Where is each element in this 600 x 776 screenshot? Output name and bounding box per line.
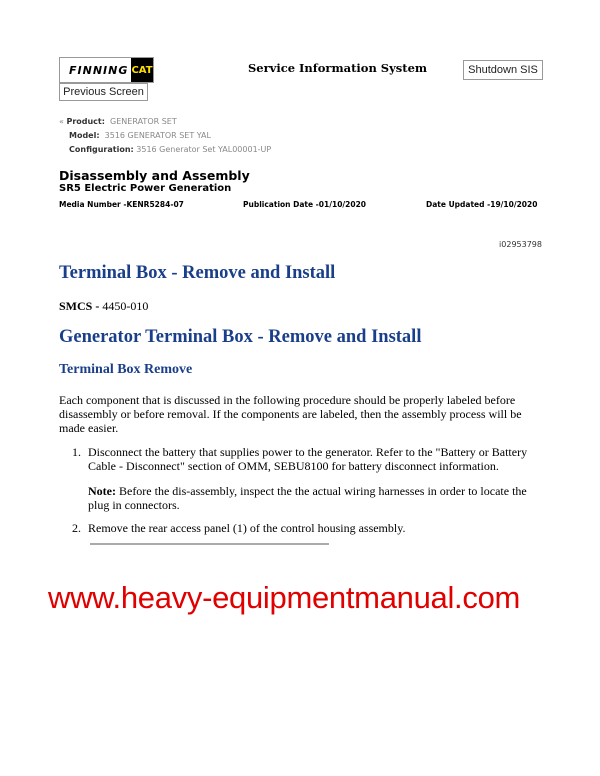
title-terminal-box: Terminal Box - Remove and Install bbox=[59, 263, 336, 283]
intro-paragraph: Each component that is discussed in the following procedure should be properly labeled before disassembly or before removal. If the components are labeled, then the assembly process will be made easier. bbox=[59, 393, 522, 435]
previous-screen-button[interactable]: Previous Screen bbox=[59, 83, 148, 101]
step-2: 2. Remove the rear access panel (1) of the control housing assembly. bbox=[72, 521, 406, 535]
smcs-code: SMCS - 4450-010 bbox=[59, 299, 149, 313]
watermark: www.heavy-equipmentmanual.com bbox=[48, 580, 521, 615]
product-line: « Product: GENERATOR SET bbox=[59, 117, 177, 126]
step-1: 1. Disconnect the battery that supplies power to the generator. Refer to the "Battery or Battery Cable - Disconnect" section of OMM, SEBU8100 for battery disconnect information. Note: Before the dis-assembly, inspect the the actual wiring harnesses in order to locate the plug in connectors. bbox=[72, 445, 542, 512]
divider bbox=[90, 543, 329, 545]
shutdown-sis-button[interactable]: Shutdown SIS bbox=[463, 60, 543, 80]
configuration-line: Configuration: 3516 Generator Set YAL00001-UP bbox=[69, 145, 272, 154]
app-title: Service Information System bbox=[248, 61, 428, 75]
subheading-remove: Terminal Box Remove bbox=[59, 362, 193, 377]
finning-cat-logo: FINNING CAT bbox=[59, 57, 154, 83]
title-generator-terminal-box: Generator Terminal Box - Remove and Install bbox=[59, 327, 422, 347]
doc-type: Disassembly and Assembly bbox=[59, 168, 250, 183]
media-number: Media Number -KENR5284-07 bbox=[59, 200, 184, 209]
collapse-icon[interactable]: « bbox=[59, 117, 64, 126]
publication-date: Publication Date -01/10/2020 bbox=[243, 200, 367, 209]
doc-subtitle: SR5 Electric Power Generation bbox=[59, 183, 232, 194]
document-id: i02953798 bbox=[499, 240, 542, 249]
date-updated: Date Updated -19/10/2020 bbox=[426, 200, 538, 209]
model-line: Model: 3516 GENERATOR SET YAL bbox=[69, 131, 211, 140]
step-1-note: Note: Before the dis-assembly, inspect the the actual wiring harnesses in order to locate the plug in connectors. bbox=[88, 484, 527, 512]
